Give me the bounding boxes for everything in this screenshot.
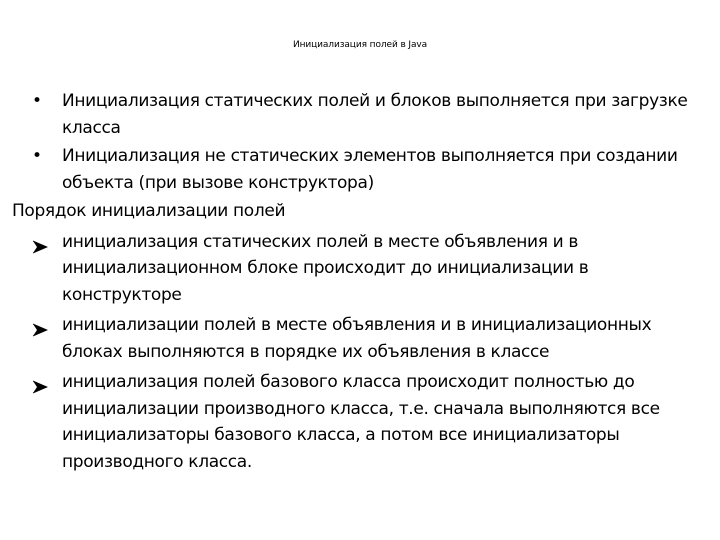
arrowhead-right-icon — [32, 376, 48, 390]
arrow-item-text: инициализация статических полей в месте объявления и в инициализационном блоке происходит до инициализации в конструкторе — [62, 231, 589, 305]
slide-title: Инициализация полей в Java — [292, 40, 428, 50]
arrow-list-item — [32, 369, 692, 475]
arrow-item-text: инициализации полей в месте объявления и в инициализационных блоках выполняются в порядке их объявления в классе — [62, 315, 652, 362]
arrowhead-right-icon — [32, 319, 48, 333]
bullet-icon: • — [32, 146, 42, 166]
subheading: Порядок инициализации полей — [12, 201, 286, 221]
bullet-icon: • — [32, 91, 42, 111]
slide-content — [12, 88, 692, 479]
bullet-item — [32, 143, 692, 196]
bullet-item — [32, 88, 692, 141]
bullet-text: Инициализация статических полей и блоков выполняется при загрузке класса — [62, 91, 688, 138]
arrowhead-right-icon — [32, 236, 48, 250]
arrow-list-item — [32, 229, 692, 309]
arrow-item-text: инициализация полей базового класса происходит полностью до инициализации производного класса, т.е. сначала выполняются все инициализаторы базового класса, а потом все инициализаторы производного класса. — [62, 372, 660, 472]
arrow-list-item — [32, 312, 692, 365]
bullet-text: Инициализация не статических элементов выполняется при создании объекта (при вызове конструктора) — [62, 146, 678, 193]
